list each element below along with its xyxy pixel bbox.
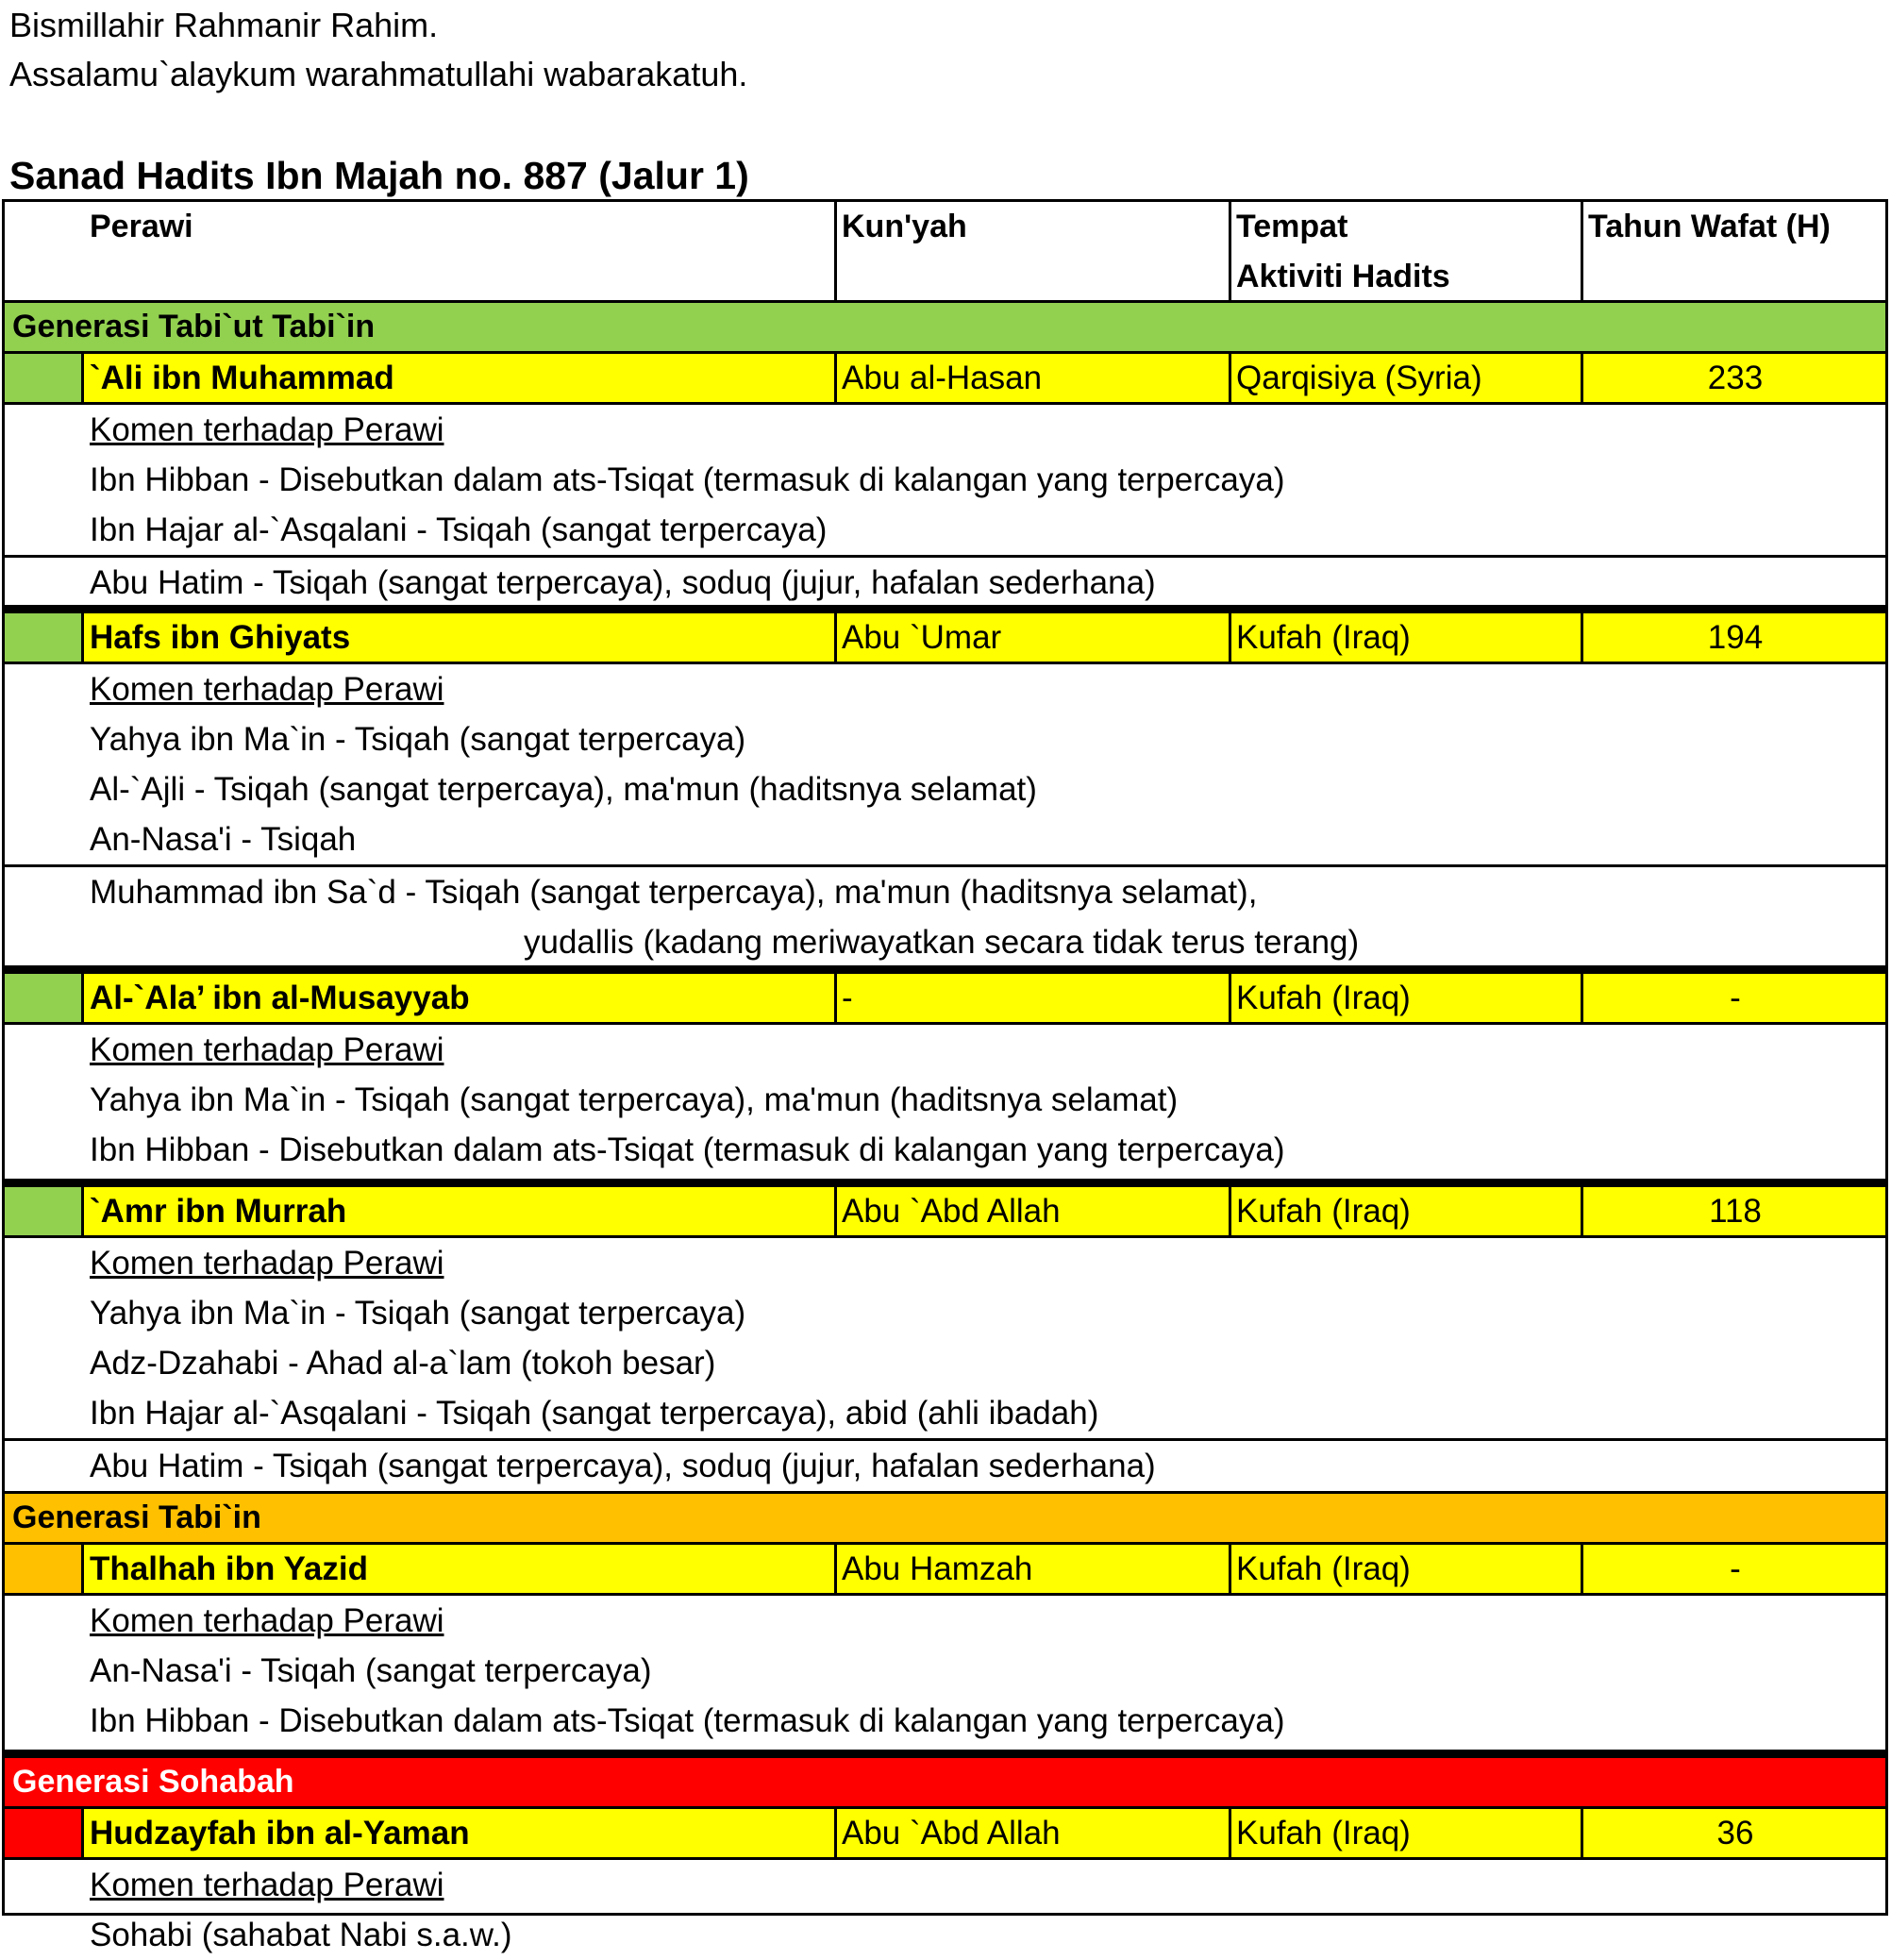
generation-marker — [5, 1809, 81, 1857]
comment-heading: Komen terhadap Perawi — [90, 1031, 444, 1068]
narrator-name: Hafs ibn Ghiyats — [90, 619, 351, 656]
narrator-name: Al-`Ala’ ibn al-Musayyab — [90, 980, 470, 1016]
header-perawi: Perawi — [90, 209, 193, 244]
comment-block — [5, 558, 1885, 613]
comment-block — [5, 1860, 1885, 1953]
greeting-line-1: Bismillahir Rahmanir Rahim. — [9, 6, 439, 44]
narrator-kunyah: Abu Hamzah — [842, 1550, 1033, 1587]
column-divider — [1229, 974, 1231, 1022]
comment-heading: Komen terhadap Perawi — [90, 411, 444, 448]
comment-line: Ibn Hajar al-`Asqalani - Tsiqah (sangat terpercaya) — [90, 511, 828, 548]
narrator-name: `Ali ibn Muhammad — [90, 360, 394, 396]
comment-block — [5, 867, 1885, 974]
header-tempat-2: Aktiviti Hadits — [1236, 259, 1450, 294]
generation-marker — [5, 1545, 81, 1593]
narrator-place: Kufah (Iraq) — [1236, 1550, 1411, 1587]
column-divider — [834, 354, 837, 402]
generation-marker — [5, 1187, 81, 1235]
comment-heading: Komen terhadap Perawi — [90, 1602, 444, 1639]
column-divider — [834, 202, 837, 300]
comment-line: Al-`Ajli - Tsiqah (sangat terpercaya), ma'mun (haditsnya selamat) — [90, 771, 1037, 808]
narrator-death-year: 118 — [1709, 1193, 1762, 1230]
narrator-row — [5, 1187, 1885, 1238]
comment-line: An-Nasa'i - Tsiqah — [90, 821, 357, 858]
column-divider — [81, 613, 84, 662]
column-divider — [1229, 613, 1231, 662]
column-divider — [834, 974, 837, 1022]
header-tahun-wafat: Tahun Wafat (H) — [1588, 209, 1831, 244]
comment-line: Ibn Hibban - Disebutkan dalam ats-Tsiqat (termasuk di kalangan yang terpercaya) — [90, 461, 1285, 498]
narrator-death-year: 194 — [1707, 619, 1764, 656]
comment-line: Adz-Dzahabi - Ahad al-a`lam (tokoh besar) — [90, 1345, 716, 1382]
comment-heading: Komen terhadap Perawi — [90, 1245, 444, 1282]
comment-line: Ibn Hibban - Disebutkan dalam ats-Tsiqat (termasuk di kalangan yang terpercaya) — [90, 1131, 1285, 1168]
narrator-kunyah: - — [842, 980, 853, 1016]
comment-block — [5, 1596, 1885, 1758]
narrator-row — [5, 974, 1885, 1025]
column-divider — [834, 1545, 837, 1593]
narrator-death-year: - — [1730, 980, 1741, 1016]
column-divider — [81, 354, 84, 402]
comment-line: Sohabi (sahabat Nabi s.a.w.) — [90, 1917, 512, 1953]
comment-line: Abu Hatim - Tsiqah (sangat terpercaya), soduq (jujur, hafalan sederhana) — [90, 564, 1156, 601]
column-divider — [1229, 354, 1231, 402]
generation-tabiut-tabiin: Generasi Tabi`ut Tabi`in — [5, 303, 1885, 354]
generation-marker — [5, 354, 81, 402]
generation-tabiin: Generasi Tabi`in — [5, 1494, 1885, 1545]
narrator-kunyah: Abu al-Hasan — [842, 360, 1043, 396]
generation-sohabah: Generasi Sohabah — [5, 1758, 1885, 1809]
comment-line: Abu Hatim - Tsiqah (sangat terpercaya), soduq (jujur, hafalan sederhana) — [90, 1448, 1156, 1484]
comment-line: An-Nasa'i - Tsiqah (sangat terpercaya) — [90, 1652, 652, 1689]
narrator-row — [5, 354, 1885, 405]
column-divider — [1229, 202, 1231, 300]
comment-block — [5, 664, 1885, 867]
narrator-place: Qarqisiya (Syria) — [1236, 360, 1482, 396]
header-tempat: Tempat — [1236, 209, 1348, 244]
column-divider — [1229, 1545, 1231, 1593]
column-divider — [834, 1809, 837, 1857]
sanad-table — [2, 199, 1888, 1953]
greeting-line-2: Assalamu`alaykum warahmatullahi wabarakatuh. — [9, 55, 748, 93]
comment-heading: Komen terhadap Perawi — [90, 1867, 444, 1903]
column-divider — [1229, 1809, 1231, 1857]
column-divider — [834, 1187, 837, 1235]
narrator-name: Hudzayfah ibn al-Yaman — [90, 1815, 470, 1851]
comment-line: Yahya ibn Ma`in - Tsiqah (sangat terpercaya) — [90, 721, 746, 758]
narrator-death-year: - — [1730, 1550, 1741, 1587]
narrator-kunyah: Abu `Abd Allah — [842, 1193, 1061, 1230]
comment-line: Muhammad ibn Sa`d - Tsiqah (sangat terpercaya), ma'mun (haditsnya selamat), — [90, 874, 1258, 911]
comment-block — [5, 1025, 1885, 1187]
comment-heading: Komen terhadap Perawi — [90, 671, 444, 708]
header-kunyah: Kun'yah — [842, 209, 967, 244]
comment-line: Ibn Hibban - Disebutkan dalam ats-Tsiqat (termasuk di kalangan yang terpercaya) — [90, 1702, 1285, 1739]
table-header — [5, 202, 1885, 303]
narrator-name: Thalhah ibn Yazid — [90, 1550, 368, 1587]
narrator-place: Kufah (Iraq) — [1236, 980, 1411, 1016]
narrator-name: `Amr ibn Murrah — [90, 1193, 347, 1230]
column-divider — [81, 1545, 84, 1593]
generation-marker — [5, 974, 81, 1022]
column-divider — [834, 613, 837, 662]
narrator-place: Kufah (Iraq) — [1236, 1815, 1411, 1851]
comment-block — [5, 405, 1885, 558]
narrator-death-year: 36 — [1716, 1815, 1754, 1851]
column-divider — [81, 974, 84, 1022]
narrator-row — [5, 613, 1885, 664]
column-divider — [1229, 1187, 1231, 1235]
narrator-death-year: 233 — [1707, 360, 1764, 396]
narrator-kunyah: Abu `Abd Allah — [842, 1815, 1061, 1851]
comment-block — [5, 1441, 1885, 1494]
narrator-place: Kufah (Iraq) — [1236, 619, 1411, 656]
page-title: Sanad Hadits Ibn Majah no. 887 (Jalur 1) — [9, 154, 749, 197]
narrator-place: Kufah (Iraq) — [1236, 1193, 1411, 1230]
narrator-row — [5, 1809, 1885, 1860]
comment-line: Yahya ibn Ma`in - Tsiqah (sangat terpercaya), ma'mun (haditsnya selamat) — [90, 1081, 1179, 1118]
narrator-row — [5, 1545, 1885, 1596]
generation-marker — [5, 613, 81, 662]
narrator-kunyah: Abu `Umar — [842, 619, 1002, 656]
column-divider — [81, 1187, 84, 1235]
comment-line: Ibn Hajar al-`Asqalani - Tsiqah (sangat terpercaya), abid (ahli ibadah) — [90, 1395, 1099, 1432]
column-divider — [1581, 202, 1583, 300]
comment-line: yudallis (kadang meriwayatkan secara tidak terus terang) — [524, 924, 1360, 961]
comment-line: Yahya ibn Ma`in - Tsiqah (sangat terpercaya) — [90, 1295, 746, 1332]
column-divider — [81, 1809, 84, 1857]
comment-block — [5, 1238, 1885, 1441]
